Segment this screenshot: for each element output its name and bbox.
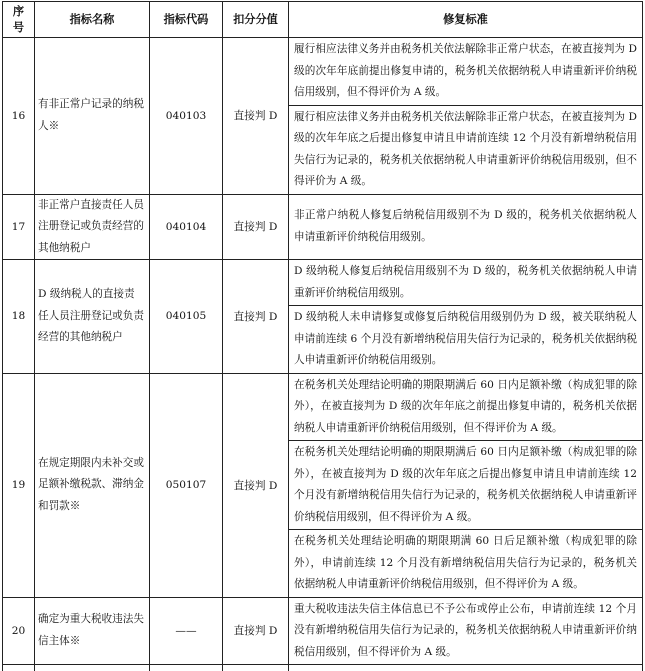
row-deduct-value: 直接判 D [223, 38, 289, 195]
row-seq: 19 [3, 373, 35, 597]
row-indicator-code: 040105 [150, 260, 223, 374]
row-seq: 18 [3, 260, 35, 374]
row-repair-standard: 履行相应法律义务并由税务机关依法解除非正常户状态，在被直接判为 D 级的次年年底之后提出修复申请且申请前连续 12 个月没有新增纳税信用失信行为记录的，税务机关依据纳税人申请重新评价纳税信用级别，但不得评价为 A 级。 [289, 105, 643, 194]
row-indicator-name: 在规定期限内未补交或足额补缴税款、滞纳金和罚款※ [35, 373, 150, 597]
table-row [3, 260, 643, 306]
row-indicator-name: 非正常户直接责任人员注册登记或负责经营的其他纳税户 [35, 194, 150, 260]
row-repair-standard: 在税务机关处理结论明确的期限期满后 60 日内足额补缴（构成犯罪的除外），在被直接判为 D 级的次年年底之后提出修复申请且申请前连续 12 个月没有新增纳税信用失信行为记录的，税务机关依据纳税人申请重新评价纳税信用级别，但不得评价为 A 级。 [289, 441, 643, 530]
header-deduct: 扣分分值 [223, 2, 289, 38]
row-seq: 17 [3, 194, 35, 260]
row-repair-standard: D 级纳税人未申请修复或修复后纳税信用级别仍为 D 级，被关联纳税人申请前连续 6 个月没有新增纳税信用失信行为记录的，税务机关依据纳税人申请重新评价纳税信用级别。 [289, 306, 643, 374]
row-indicator-name: 确定为重大税收违法失信主体※ [35, 597, 150, 665]
row-deduct-value: 直接判 D [223, 260, 289, 374]
table-row [3, 373, 643, 441]
row-repair-standard: 在税务机关处理结论明确的期限期满 60 日后足额补缴（构成犯罪的除外），申请前连续 12 个月没有新增纳税信用失信行为记录的，税务机关依据纳税人申请重新评价纳税信用级别，但不得评价为 A 级。 [289, 530, 643, 598]
row-indicator-name: D 级纳税人的直接责任人员注册登记或负责经营的其他纳税户 [35, 260, 150, 374]
row-repair-standard: D 级纳税人修复后纳税信用级别不为 D 级的，税务机关依据纳税人申请重新评价纳税信用级别。 [289, 260, 643, 306]
table-row [3, 38, 643, 106]
row-indicator-code: —— [150, 597, 223, 665]
row-indicator-code: 040104 [150, 194, 223, 260]
row-repair-standard: 履行相应法律义务并由税务机关依法解除非正常户状态，在被直接判为 D 级的次年年底前提出修复申请的，税务机关依据纳税人申请重新评价纳税信用级别，但不得评价为 A 级。 [289, 38, 643, 106]
row-indicator-code: 040103 [150, 38, 223, 195]
row-indicator-name: 有非正常户记录的纳税人※ [35, 38, 150, 195]
row-repair-standard: 在税务机关处理结论明确的期限期满后 60 日内足额补缴（构成犯罪的除外），在被直接判为 D 级的次年年底之前提出修复申请的，税务机关依据纳税人申请重新评价纳税信用级别，但不得评价为 A 级。 [289, 373, 643, 441]
table-row [3, 194, 643, 260]
table-header-row [3, 2, 643, 38]
header-seq: 序号 [3, 2, 35, 38]
row-seq: 16 [3, 38, 35, 195]
header-code: 指标代码 [150, 2, 223, 38]
row-seq: 20 [3, 597, 35, 665]
row-repair-standard: 重大税收违法失信主体信息已不予公布或停止公布，申请前连续 12 个月没有新增纳税信用失信行为记录的，税务机关依据纳税人申请重新评价纳税信用级别，但不得评价为 A 级。 [289, 597, 643, 665]
table-row-cutoff [3, 665, 643, 671]
row-deduct-value: 直接判 D [223, 194, 289, 260]
header-standard: 修复标准 [289, 2, 643, 38]
header-name: 指标名称 [35, 2, 150, 38]
table-row [3, 597, 643, 665]
row-deduct-value: 直接判 D [223, 597, 289, 665]
row-repair-standard: 非正常户纳税人修复后纳税信用级别不为 D 级的，税务机关依据纳税人申请重新评价纳税信用级别。 [289, 194, 643, 260]
row-indicator-code: 050107 [150, 373, 223, 597]
row-deduct-value: 直接判 D [223, 373, 289, 597]
repair-standards-table [2, 1, 643, 671]
